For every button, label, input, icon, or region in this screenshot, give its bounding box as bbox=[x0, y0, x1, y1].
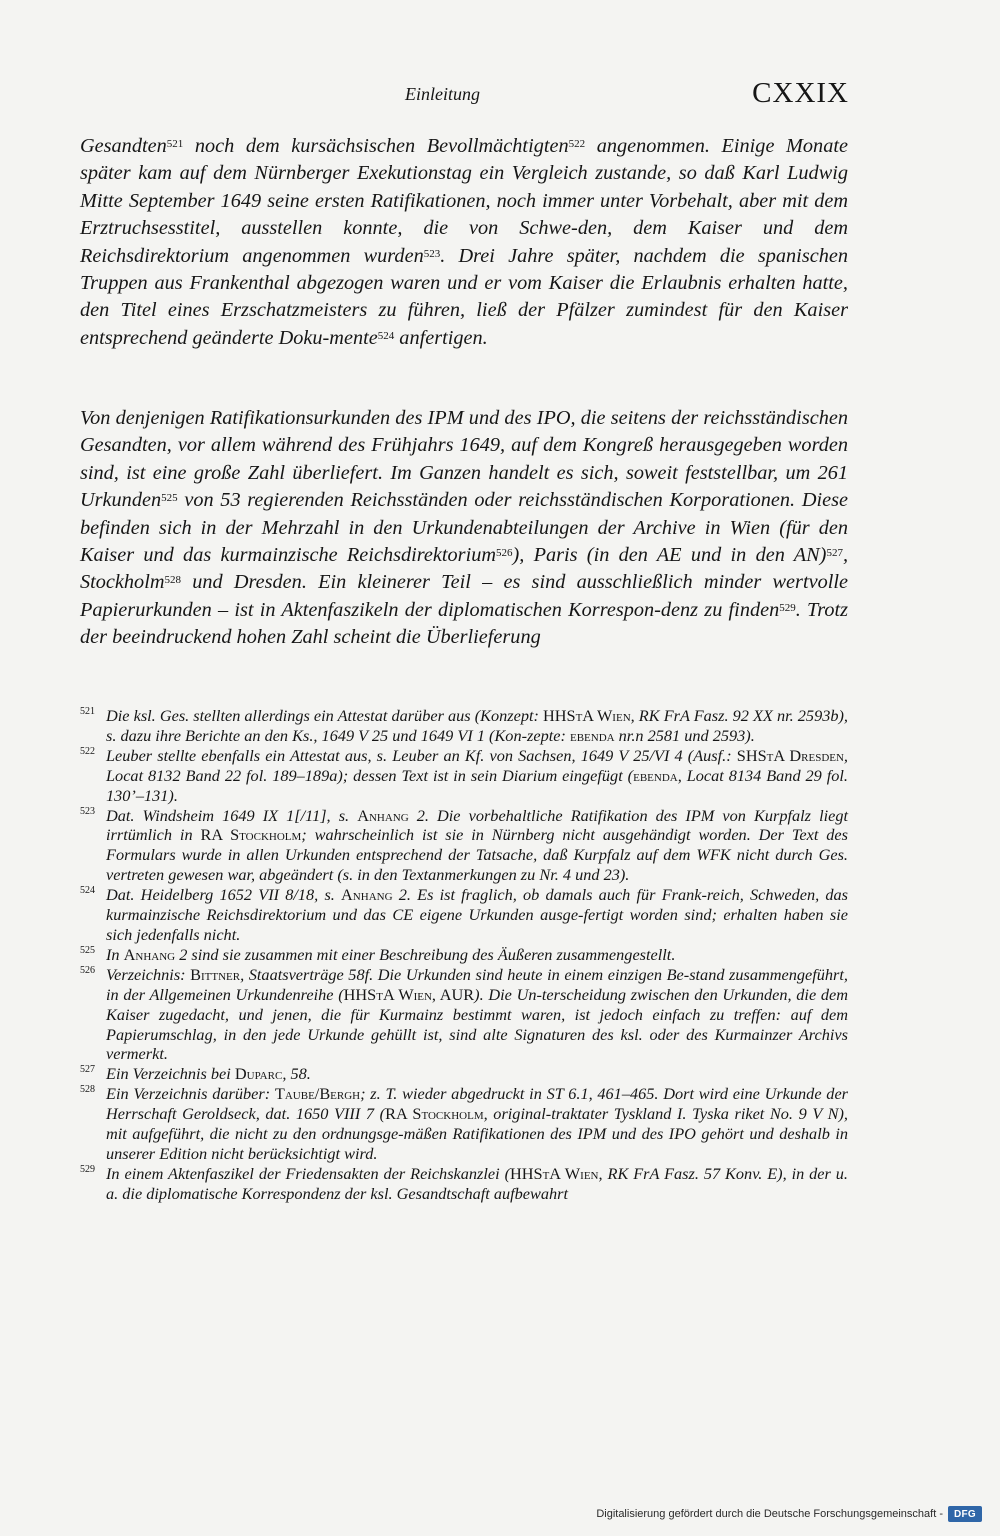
footnote-525: 525 In Anhang 2 sind sie zusammen mit einer Beschreibung des Äußeren zusammengestellt. bbox=[80, 944, 676, 964]
running-title: Einleitung bbox=[405, 84, 480, 104]
footnote-521: 521 Die ksl. Ges. stellten allerdings ein Attestat darüber aus (Konzept: HHStA Wien, RK FrA Fasz. 92 XX nr. 2593b), s. dazu ihre Berichte an den Ks., 1649 V 25 und 1649 VI 1 (Kon-zepte: ebenda nr.n 2581 und 2593). bbox=[80, 706, 848, 745]
footnote-number: 528 bbox=[80, 1084, 95, 1096]
footnote-ref-524[interactable]: 524 bbox=[377, 329, 395, 342]
page-number: CXXIX bbox=[752, 77, 849, 109]
footnote-number: 526 bbox=[80, 964, 95, 976]
footnote-ref-527[interactable]: 527 bbox=[826, 547, 843, 560]
footnote-number: 525 bbox=[80, 944, 95, 956]
footnote-528: 528 Ein Verzeichnis darüber: Taube/Bergh; z. T. wieder abgedruckt in ST 6.1, 461–465. Dort wird eine Urkunde der Herrschaft Geroldseck, dat. 1650 VIII 7 (RA Stockholm, original-traktater Tyskland I. Tyska riket No. 9 V N), mit aufgeführt, die nicht zu den ordnungsge-mäßen Ratifikationen des IPM und des IPO gehört und deshalb in unserer Edition nicht berücksichtigt wird. bbox=[80, 1084, 849, 1163]
footnote-522: 522 Leuber stellte ebenfalls ein Attestat aus, s. Leuber an Kf. von Sachsen, 1649 V 25/VI 4 (Ausf.: SHStA Dresden, Locat 8132 Band 22 fol. 189–189a); dessen Text ist in sein Diarium eingefügt (ebenda, Locat 8134 Band 29 fol. 130’–131). bbox=[80, 745, 849, 805]
footnote-527: 527 Ein Verzeichnis bei Duparc, 58. bbox=[80, 1064, 311, 1084]
footnote-number: 523 bbox=[80, 805, 95, 817]
body-paragraph-1: Gesandten$^{521}$ noch dem kursächsischen Bevollmächtigten$^{522}$ angenommen. Einige Monate später kam auf dem Nürnberger Exekutionstag ein Vergleich zustande, so daß Karl Ludwig Mitte September 1649 seine ersten Ratifikationen, noch immer unter Vorbehalt, aber mit dem Erztruchsesstitel, ausstellen konnte, die von Schwe-den, dem Kaiser und dem Reichsdirektorium angenommen wurden$^{523}$. Drei Jahre später, nachdem die spanischen Truppen aus Frankenthal abgezogen waren und er vom Kaiser die Erlaubnis erhalten hatte, den Titel eines Erzschatzmeisters zu führen, ließ der Pfälzer zumindest für den Kaiser entsprechend geänderte Doku-mente$^{524}$ anfertigen. bbox=[80, 135, 848, 349]
body-paragraph-2: Von denjenigen Ratifikationsurkunden des IPM und des IPO, die seitens der reichsständischen Gesandten, vor allem während des Frühjahrs 1649, auf dem Kongreß herausgegeben worden sind, ist eine große Zahl überliefert. Im Ganzen handelt es sich, soweit feststellbar, um 261 Urkunden$^{525}$ von 53 regierenden Reichsständen oder reichsständischen Korporationen. Diese befinden sich in der Mehrzahl in den Urkundenabteilungen der Archive in Wien (für den Kaiser und das kurmainzische Reichsdirektorium$^{526}$), Paris (in den AE und in den AN)$^{527}$, Stockholm$^{528}$ und Dresden. Ein kleinerer Teil – es sind ausschließlich minder wertvolle Papierurkunden – ist in Aktenfaszikeln der diplomatischen Korrespon-denz zu finden$^{529}$. Trotz der beeindruckend hohen Zahl scheint die Überlieferung bbox=[80, 407, 849, 649]
footnote-number: 521 bbox=[80, 706, 95, 717]
footnote-526: 526 Verzeichnis: Bittner, Staatsverträge 58f. Die Urkunden sind heute in einem einzigen Be-stand zusammengeführt, in der Allgemeinen Urkundenreihe (HHStA Wien, AUR). Die Un-terscheidung zwischen den Urkunden, die dem Kaiser zugedacht, und jenen, die für Kurmainz bestimmt waren, ist jedoch einfach zu treffen: auf dem Papierumschlag, in den jede Urkunde gehüllt ist, sind alte Signaturen des ksl. oder des Kurmainzer Archivs vermerkt. bbox=[80, 964, 849, 1064]
footnote-number: 529 bbox=[80, 1163, 95, 1175]
footnote-ref-521[interactable]: 521 bbox=[166, 138, 184, 150]
footnote-529: 529 In einem Aktenfaszikel der Friedensakten der Reichskanzlei (HHStA Wien, RK FrA Fasz. 57 Konv. E), in der u. a. die diplomatische Korrespondenz der ksl. Gesandtschaft aufbewahrt bbox=[80, 1163, 849, 1203]
footnote-ref-529[interactable]: 529 bbox=[779, 601, 796, 614]
footnote-number: 524 bbox=[80, 885, 95, 897]
footnote-ref-528[interactable]: 528 bbox=[164, 574, 181, 587]
footnote-ref-526[interactable]: 526 bbox=[496, 547, 513, 560]
dfg-logo: DFG bbox=[948, 1506, 982, 1522]
footnote-number: 527 bbox=[80, 1064, 95, 1076]
footnote-524: 524 Dat. Heidelberg 1652 VII 8/18, s. Anhang 2. Es ist fraglich, ob damals auch für Frank-reich, Schweden, das kurmainzische Reichsdirektorium und das CE eigene Urkunden ausge-fertigt worden sind; erhalten haben sie sich jedenfalls nicht. bbox=[80, 885, 848, 944]
footnote-ref-523[interactable]: 523 bbox=[423, 247, 441, 260]
credit-text: Digitalisierung gefördert durch die Deutsche Forschungsgemeinschaft - bbox=[596, 1508, 943, 1520]
footnote-523: 523 Dat. Windsheim 1649 IX 1[/11], s. Anhang 2. Die vorbehaltliche Ratifikation des IPM von Kurpfalz liegt irrtümlich in RA Stockholm; wahrscheinlich ist sie in Nürnberg nicht ausgehändigt worden. Der Text des Formulars wurde in allen Urkunden entsprechend der Tatsache, daß Kurpfalz auf dem WFK nicht durch Ges. vertreten gewesen war, abgeändert (s. in den Textanmerkungen zu Nr. 4 und 23). bbox=[80, 805, 849, 885]
footnotes bbox=[80, 706, 848, 1204]
digitization-credit bbox=[596, 1506, 982, 1522]
footnote-ref-525[interactable]: 525 bbox=[161, 492, 178, 505]
footnote-number: 522 bbox=[80, 745, 95, 757]
footnote-ref-522[interactable]: 522 bbox=[568, 138, 586, 150]
